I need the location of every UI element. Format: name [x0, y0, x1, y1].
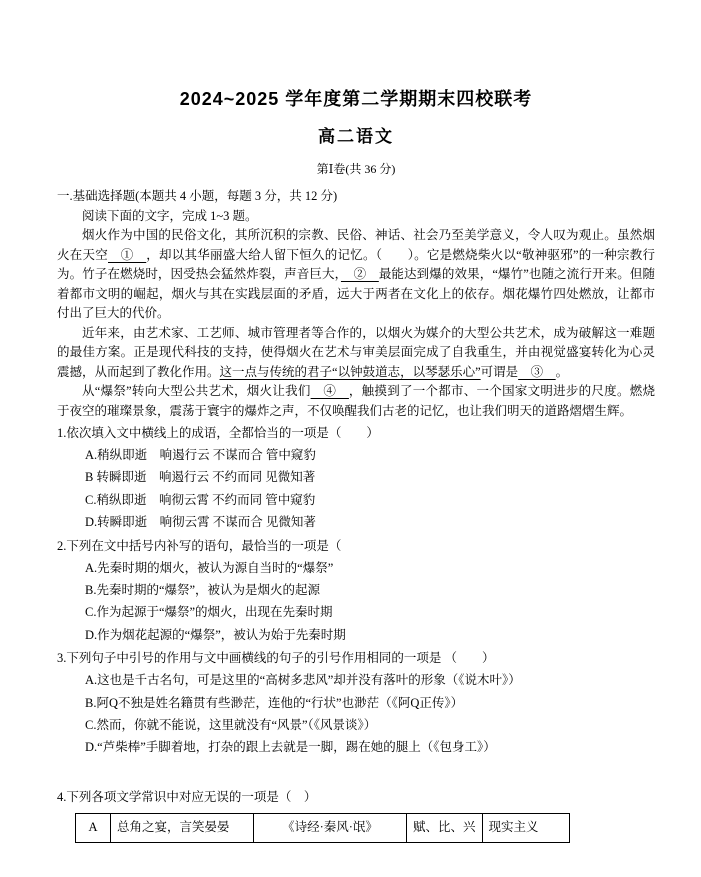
question-3-option-b: B.阿Q不独是姓名籍贯有些渺茫，连他的“行状”也渺茫（《阿Q正传》）: [85, 695, 464, 710]
question-1-option-d: D.转瞬即逝 响彻云霄 不谋而合 见微知著: [85, 515, 316, 530]
volume-heading: 第Ⅰ卷(共 36 分): [316, 162, 396, 176]
question-3-option-d: D.“芦柴棒”手脚着地，打杂的跟上去就是一脚，踢在她的腿上（《包身工》）: [85, 740, 496, 755]
question-1: [57, 423, 655, 534]
table-cell-option-letter: A: [76, 813, 111, 842]
table-cell-style: 现实主义: [482, 813, 569, 842]
passage-paragraph-2: 近年来，由艺术家、工艺师、城市管理者等合作的，以烟火为媒介的大型公共艺术，成为破解这一难题的最佳方案。正是现代科技的支持，使得烟火在艺术与审美层面完成了自我重生，并由视觉盛宴转化为心灵震撼，从而起到了教化作用。这一点与传统的君子“以钟鼓道志，以琴瑟乐心”可谓是 ③ 。: [57, 325, 655, 379]
question-3-option-c: C.然而，你就不能说，这里就没有“风景”（《风景谈》）: [85, 718, 377, 733]
table-cell-device: 赋、比、兴: [407, 813, 483, 842]
question-2-option-b: B.先秦时期的“爆祭”，被认为是烟火的起源: [85, 583, 321, 598]
question-4-stem: 4.下列各项文学常识中对应无误的一项是（ ）: [57, 789, 317, 804]
question-2-stem: 2.下列在文中括号内补写的语句，最恰当的一项是（: [57, 538, 342, 553]
spacer: [57, 759, 655, 785]
question-1-option-b: B 转瞬即逝 响遏行云 不约而同 见微知著: [85, 470, 316, 485]
question-4: [57, 787, 655, 843]
table-row: [76, 813, 570, 842]
question-2: [57, 536, 655, 647]
question-2-option-c: C.作为起源于“爆祭”的烟火，出现在先秦时期: [85, 605, 333, 620]
reading-instruction: 阅读下面的文字，完成 1~3 题。: [82, 209, 258, 223]
question-2-option-a: A.先秦时期的烟火，被认为源自当时的“爆祭”: [85, 560, 334, 575]
question-1-option-a: A.稍纵即逝 响遏行云 不谋而合 管中窥豹: [85, 448, 316, 462]
passage-paragraph-1: 烟火作为中国的民俗文化，其所沉积的宗教、民俗、神话、社会乃至美学意义，令人叹为观止。虽然烟火在天空 ① ，却以其华丽盛大给人留下恒久的记忆。（ ）。它是燃烧柴火以“敬神驱邪”的一种宗教行为。竹子在燃烧时，因受热会猛然炸裂，声音巨大， ② 最能达到爆的效果，“爆竹”也随之流行开来。但随着都市文明的崛起，烟火与其在实践层面的矛盾，远大于两者在文化上的依存。烟花爆竹四处燃放，让都市付出了巨大的代价。: [57, 228, 655, 320]
exam-subtitle: 高二语文: [318, 127, 394, 146]
question-3-stem: 3.下列句子中引号的作用与文中画横线的句子的引号作用相同的一项是 （ ）: [57, 651, 495, 666]
passage-paragraph-3: 从“爆祭”转向大型公共艺术，烟火让我们 ④ ，触摸到了一个都市、一个国家文明进步的尺度。燃烧于夜空的璀璨景象，震荡于寰宇的爆炸之声，不仅唤醒我们古老的记忆，也让我们明天的道路熠熠生辉。: [57, 384, 655, 418]
question-3: [57, 648, 655, 759]
table-cell-source: 《诗经·秦风·氓》: [254, 813, 407, 842]
literature-table: [75, 813, 570, 843]
question-1-stem: 1.依次填入文中横线上的成语，全都恰当的一项是（ ）: [57, 426, 379, 440]
question-2-option-d: D.作为烟花起源的“爆祭”，被认为始于先秦时期: [85, 627, 346, 642]
exam-title: 2024~2025 学年度第二学期期末四校联考: [179, 89, 533, 109]
question-1-option-c: C.稍纵即逝 响彻云霄 不约而同 管中窥豹: [85, 492, 316, 507]
question-3-option-a: A.这也是千古名句，可是这里的“高树多悲风”却并没有落叶的形象（《说木叶》）: [85, 673, 521, 688]
section-heading: 一.基础选择题(本题共 4 小题，每题 3 分，共 12 分): [57, 189, 338, 203]
table-cell-quote: 总角之宴，言笑晏晏: [111, 813, 254, 842]
